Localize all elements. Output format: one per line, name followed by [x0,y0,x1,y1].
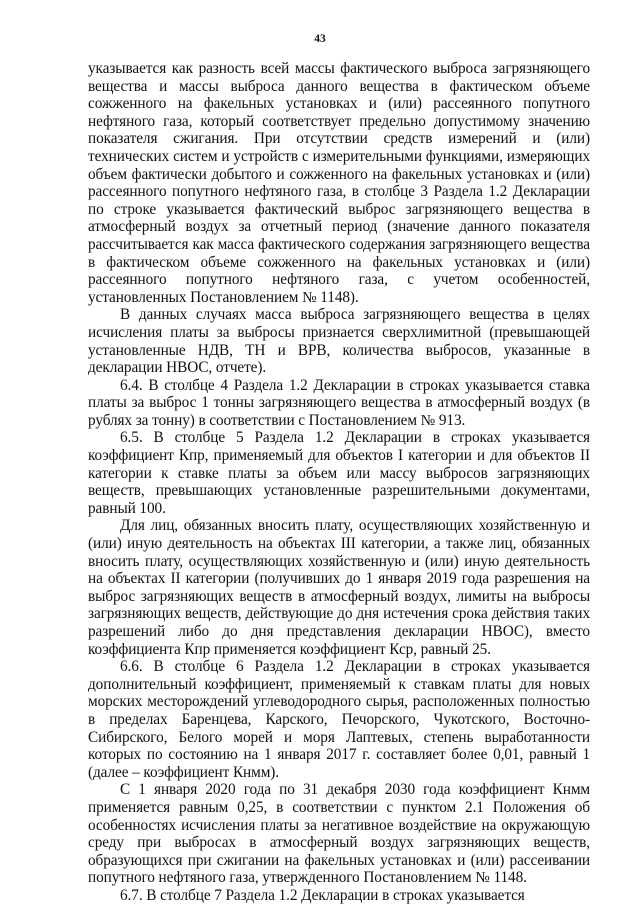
paragraph-6-7: 6.7. В столбце 7 Раздела 1.2 Декларации в строках указывается [120,886,525,904]
page-number: 43 [314,33,326,45]
document-body [88,60,590,905]
paragraph-continuation: указывается как разность всей массы фактического выброса загрязняющего вещества и массы выброса данного вещества в фактическом объеме сожженного на факельных установках и (или) рассеянного попутного нефтяного газа, который соответствует предельно допустимому значению показателя сжигания. При отсутствии средств измерений и (или) технических систем и устройств с измерительными функциями, измеряющих объем фактически добытого и сожженного на факельных установках и (или) рассеянного попутного нефтяного газа, в столбце 3 Раздела 1.2 Декларации по строке указывается фактический выброс загрязняющего вещества в атмосферный воздух за отчетный период (значение данного показателя рассчитывается как масса фактического содержания загрязняющего вещества в фактическом объеме сожженного на факельных установках и (или) рассеянного попутного нефтяного газа, с учетом особенностей, установленных Постановлением № 1148). [88,60,590,306]
paragraph: В данных случаях масса выброса загрязняющего вещества в целях исчисления платы за выбросы признается сверхлимитной (превышающей установленные НДВ, ТН и ВРВ, количества выбросов, указанные в декларации НВОС, отчете). [88,306,590,377]
paragraph-6-5: 6.5. В столбце 5 Раздела 1.2 Декларации в строках указывается коэффициент Кпр, применяемый для объектов I категории и для объектов II категории к ставке платы за объем или массу выбросов загрязняющих веществ, превышающих установленные разрешительными документами, равный 100. [88,429,590,517]
paragraph-6-4: 6.4. В столбце 4 Раздела 1.2 Декларации в строках указывается ставка платы за выброс 1 тонны загрязняющего вещества в атмосферный воздух (в рублях за тонну) в соответствии с Постановлением № 913. [88,376,590,429]
paragraph: С 1 января 2020 года по 31 декабря 2030 года коэффициент Кнмм применяется равным 0,25, в соответствии с пунктом 2.1 Положения об особенностях исчисления платы за негативное воздействие на окружающую среду при выбросах в атмосферный воздух загрязняющих веществ, образующихся при сжигании на факельных установках и (или) рассеивании попутного нефтяного газа, утвержденного Постановлением № 1148. [88,781,590,887]
paragraph: Для лиц, обязанных вносить плату, осуществляющих хозяйственную и (или) иную деятельность на объектах III категории, а также лиц, обязанных вносить плату, осуществляющих хозяйственную и (или) иную деятельность на объектах II категории (получивших до 1 января 2019 года разрешения на выброс загрязняющих веществ в атмосферный воздух, лимиты на выбросы загрязняющих веществ, действующие до дня истечения срока действия таких разрешений либо до дня представления декларации НВОС), вместо коэффициента Кпр применяется коэффициент Кср, равный 25. [88,517,590,658]
paragraph-6-6: 6.6. В столбце 6 Раздела 1.2 Декларации в строках указывается дополнительный коэффициент, применяемый к ставкам платы для новых морских месторождений углеводородного сырья, расположенных полностью в пределах Баренцева, Карского, Печорского, Чукотского, Восточно-Сибирского, Белого морей и моря Лаптевых, степень выработанности которых по состоянию на 1 января 2017 г. составляет более 0,01, равный 1 (далее – коэффициент Кнмм). [88,658,590,781]
